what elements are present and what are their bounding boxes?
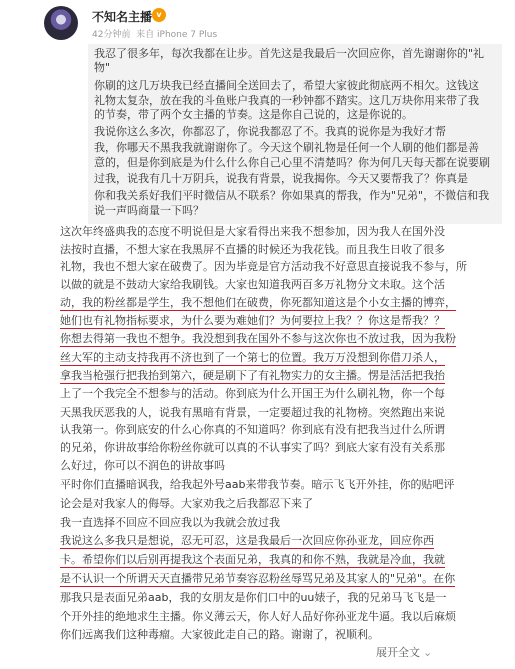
main-line: 这次年终盛典我的态度不明说但是大家看得出来我不想参加，因为我人在国外没 <box>60 225 445 238</box>
main-line: 丝大军的主动支持我再不济也到了一个第七的位置。我万万没想到你借刀杀人， <box>60 351 445 364</box>
expand-label: 展开全文 <box>376 646 420 659</box>
main-line: 那我只是表面兄弟aab，我的女朋友是你们口中的uu婊子，我的兄弟马飞飞是一 <box>60 591 447 604</box>
main-line: 卡。希望你们以后别再提我这个表面兄弟，我真的和你不熟，我就是冷血，我就 <box>60 553 445 566</box>
post-meta: 42分钟前 来自 iPhone 7 Plus <box>92 30 218 40</box>
main-line: 么好过，你可以不润色的讲故事吗 <box>60 459 225 472</box>
quote-line: 意的，但是你到底是为什么什么你自己心里不清楚吗？你为何几天每天都在说要刷 <box>94 156 490 169</box>
quote-line: 说一声吗商量一下吗？ <box>94 204 204 217</box>
main-line: 法按时直播，不想大家在我黑屏不直播的时候还为我花钱。而且我生日收了很多 <box>60 243 445 256</box>
post-header <box>0 0 515 48</box>
main-line: 我说这么多我只是想说，忍无可忍，这是我最后一次回应你孙亚龙，回应你西 <box>60 534 434 547</box>
quote-line: 礼物太复杂，放在我的斗鱼账户我真的一秒钟都不踏实。这几万块你用来带了我 <box>94 94 479 107</box>
quote-line: 的节奏，带了两个女主播的节奏。这是你自己说的，这是你说的。 <box>94 108 413 121</box>
quote-line: 我，你哪天不黑我我就谢谢你了。今天这个刷礼物是任何一个人刷的他们都是善 <box>94 141 479 154</box>
quote-line: 物" <box>94 61 111 74</box>
main-line: 平时你们直播暗讽我，给我起外号aab来带我节奏。暗示飞飞开外挂，你的贴吧评 <box>60 478 455 491</box>
chevron-down-icon: ⌄ <box>423 646 433 659</box>
main-line: 拿我当枪强行把我抬到第六，硬是刷下了有礼物实力的女主播。愣是活活把我抬 <box>60 369 445 382</box>
username[interactable]: 不知名主播 <box>92 10 153 24</box>
verified-badge-icon: v <box>152 8 166 22</box>
main-line: 是不认识一个所谓天天直播带兄弟节奏容忍粉丝辱骂兄弟及其家人的"兄弟"。在你 <box>60 572 456 585</box>
quote-line: 过我，说我有几十万阴兵，说我有背景，说我揭你。今天又要帮我了？你真是 <box>94 172 468 185</box>
main-line: 的兄弟，你讲故事给你粉丝你就可以真的不认事实了吗？到底大家有没有关系那 <box>60 441 445 454</box>
main-line: 动，我的粉丝都是学生，我不想他们在破费，你死都知道这是个小女主播的博弈， <box>60 296 456 309</box>
main-line: 你们远离我们这种毒瘤。大家彼此走自己的路。谢谢了，祝顺利。 <box>60 628 379 641</box>
main-line: 天黑我厌恶我的人，说我有黑暗有背景，一定要超过我的礼物榜。突然跑出来说 <box>60 406 445 419</box>
main-line: 个开外挂的绝地求生主播。你义薄云天，你人好人品好你孙亚龙牛逼。我以后麻烦 <box>60 610 456 623</box>
main-line: 她们也有礼物指标要求，为什么要为难她们？为何要拉上我？？你这是帮我？？ <box>60 314 445 327</box>
quote-line: 你刷的这几万块我已经直播间全送回去了，希望大家彼此彻底两不相欠。这钱这 <box>94 79 479 92</box>
main-line: 认我第一。你到底安的什么心你真的不知道吗？你到底有没有把我当过什么所谓 <box>60 423 445 436</box>
main-line: 我一直选择不回应不回应我以为我就会放过我 <box>60 516 280 529</box>
main-line: 上了一个我完全不想参与的活动。你到底为什么开国王为什么刷礼物，你一个每 <box>60 387 445 400</box>
quote-line: 我说你这么多次，你都忍了，你说我都忍了不。我真的说你是为我好才帮 <box>94 125 446 138</box>
main-line: 以做的就是不鼓动大家给我刷钱。大家也知道我两百多万礼物分文未取。这个活 <box>60 278 445 291</box>
main-line: 礼物，我也不想大家在破费了。因为毕竟是官方活动我不好意思直接说我不参与，所 <box>60 260 467 273</box>
quote-line: 你和我关系好我们平时微信从不联系？你如果真的帮我，作为"兄弟"，不微信和我 <box>94 189 490 202</box>
main-line: 论会是对我家人的侮辱。大家劝我之后我都忍下来了 <box>60 497 313 510</box>
expand-full-text-link[interactable] <box>372 644 432 660</box>
quote-line: 我忍了很多年，每次我都在让步。首先这是我最后一次回应你，首先谢谢你的"礼 <box>94 47 485 60</box>
main-line: 你想去得第一我也不想争。我没想到我在国外不参与这次你也不放过我，因为我粉 <box>60 332 456 345</box>
avatar[interactable] <box>44 6 78 40</box>
